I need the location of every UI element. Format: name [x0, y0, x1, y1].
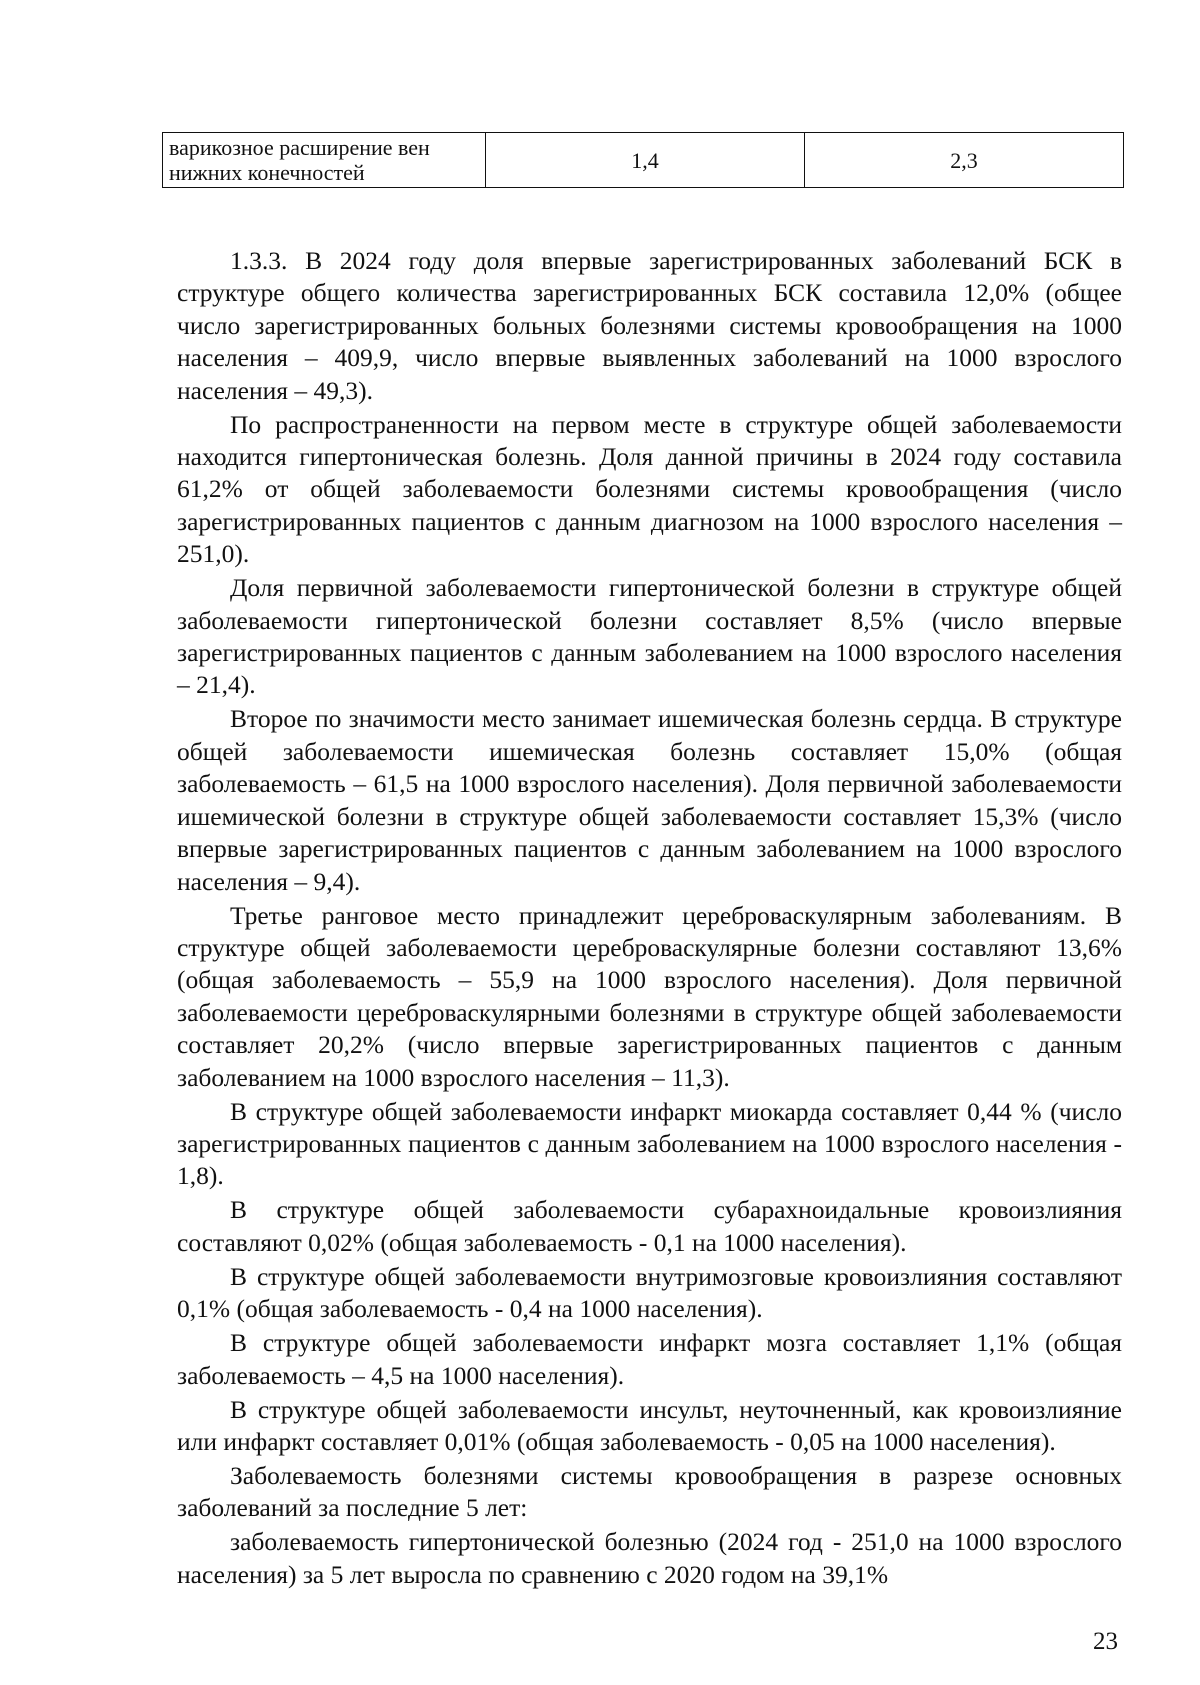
- paragraph: В структуре общей заболеваемости инфаркт мозга составляет 1,1% (общая заболеваемость – 4,5 на 1000 населения).: [177, 1328, 1122, 1390]
- document-body: [177, 245, 1122, 1593]
- table-cell-name: варикозное расширение вен нижних конечностей: [163, 133, 486, 188]
- paragraph: По распространенности на первом месте в структуре общей заболеваемости находится гипертоническая болезнь. Доля данной причины в 2024 году составила 61,2% от общей заболеваемости болезнями системы кровообращения (число зарегистрированных пациентов с данным диагнозом на 1000 взрослого населения – 251,0).: [177, 409, 1122, 569]
- paragraph: заболеваемость гипертонической болезнью (2024 год - 251,0 на 1000 взрослого населения) за 5 лет выросла по сравнению с 2020 годом на 39,1%: [177, 1527, 1122, 1589]
- paragraph: 1.3.3. В 2024 году доля впервые зарегистрированных заболеваний БСК в структуре общего количества зарегистрированных БСК составила 12,0% (общее число зарегистрированных больных болезнями системы кровообращения на 1000 населения – 409,9, число впервые выявленных заболеваний на 1000 взрослого населения – 49,3).: [177, 246, 1122, 405]
- paragraph: Второе по значимости место занимает ишемическая болезнь сердца. В структуре общей заболеваемости ишемическая болезнь составляет 15,0% (общая заболеваемость – 61,5 на 1000 взрослого населения). Доля первичной заболеваемости ишемической болезни в структуре общей заболеваемости составляет 15,3% (число впервые зарегистрированных пациентов с данным заболеванием на 1000 взрослого населения – 9,4).: [177, 704, 1122, 896]
- page-number: 23: [1093, 1628, 1118, 1655]
- paragraph: В структуре общей заболеваемости инфаркт миокарда составляет 0,44 % (число зарегистрированных пациентов с данным заболеванием на 1000 взрослого населения - 1,8).: [177, 1096, 1122, 1191]
- paragraph: В структуре общей заболеваемости внутримозговые кровоизлияния составляют 0,1% (общая заболеваемость - 0,4 на 1000 населения).: [177, 1261, 1122, 1324]
- morbidity-table: [162, 132, 1124, 188]
- paragraph: Третье ранговое место принадлежит цереброваскулярным заболеваниям. В структуре общей заболеваемости цереброваскулярные болезни составляют 13,6% (общая заболеваемость – 55,9 на 1000 взрослого населения). Доля первичной заболеваемости цереброваскулярными болезнями в структуре общей заболеваемости составляет 20,2% (число впервые зарегистрированных пациентов с данным заболеванием на 1000 взрослого населения – 11,3).: [177, 900, 1122, 1092]
- paragraph: Заболеваемость болезнями системы кровообращения в разрезе основных заболеваний за последние 5 лет:: [177, 1460, 1122, 1523]
- table-row: [163, 133, 1124, 188]
- paragraph: В структуре общей заболеваемости инсульт, неуточненный, как кровоизлияние или инфаркт составляет 0,01% (общая заболеваемость - 0,05 на 1000 населения).: [177, 1394, 1122, 1456]
- table-cell-value: 2,3: [805, 133, 1124, 188]
- paragraph: Доля первичной заболеваемости гипертонической болезни в структуре общей заболеваемости гипертонической болезни составляет 8,5% (число впервые зарегистрированных пациентов с данным заболеванием на 1000 взрослого населения – 21,4).: [177, 573, 1122, 700]
- paragraph: В структуре общей заболеваемости субарахноидальные кровоизлияния составляют 0,02% (общая заболеваемость - 0,1 на 1000 населения).: [177, 1195, 1122, 1257]
- table-cell-value: 1,4: [486, 133, 805, 188]
